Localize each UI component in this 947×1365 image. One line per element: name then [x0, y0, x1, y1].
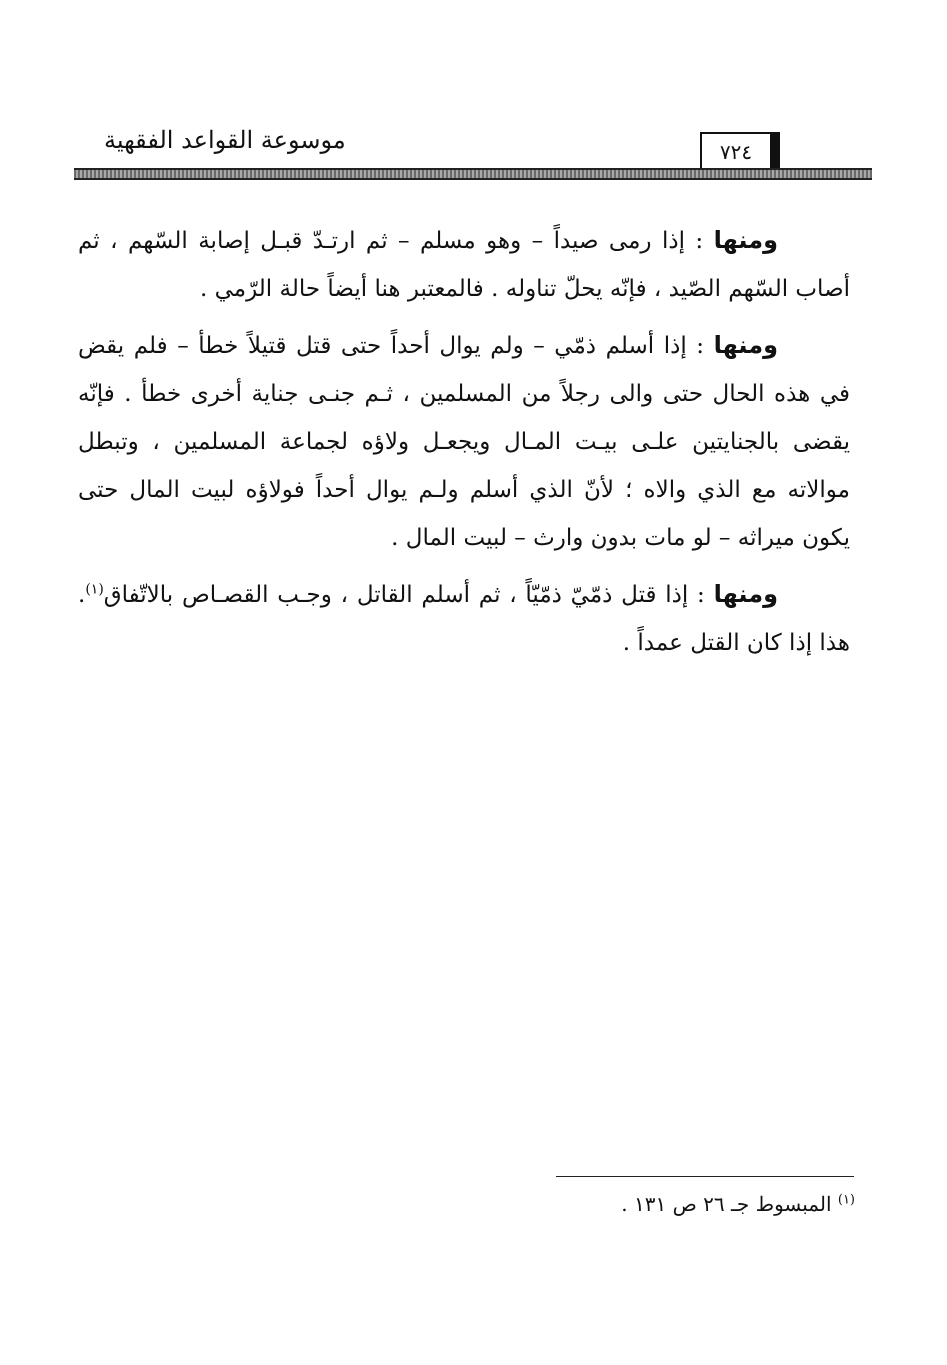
footnote	[621, 1192, 855, 1216]
header-divider	[74, 168, 872, 180]
footnote-text: المبسوط جـ ٢٦ ص ١٣١ .	[621, 1192, 838, 1216]
paragraph-2	[78, 321, 850, 562]
page-number: ٧٢٤	[700, 132, 780, 172]
footnote-marker: (١)	[837, 1192, 855, 1208]
paragraph-lead: ومنها	[713, 331, 778, 359]
footnote-reference: (١)	[85, 581, 104, 598]
book-title: موسوعة القواعد الفقهية	[104, 126, 346, 154]
paragraph-lead: ومنها	[713, 580, 778, 608]
paragraph-text: : إذا أسلم ذمّي – ولم يوال أحداً حتى قتل قتيلاً خطأ – فلم يقض في هذه الحال حتى والى رجلاً من المسلمين ، ثـم جنـى جناية أخرى خطأ . فإنّه يقضى بالجنايتين علـى بيـت المـال ويجعـل ولاؤه لجماعة المسلمين ، وتبطل موالاته مع الذي والاه ؛ لأنّ الذي أسلم ولـم يوال أحداً فولاؤه لبيت المال حتى يكون ميراثه – لو مات بدون وارث – لبيت المال .	[78, 333, 850, 551]
footnote-divider	[556, 1176, 854, 1177]
paragraph-1	[78, 216, 850, 313]
paragraph-text: : إذا رمى صيداً – وهو مسلم – ثم ارتـدّ قبـل إصابة السّهم ، ثم أصاب السّهم الصّيد ، فإنّه يحلّ تناوله . فالمعتبر هنا أيضاً حالة الرّمي .	[78, 228, 850, 302]
paragraph-text-after: . هذا إذا كان القتل عمداً .	[78, 582, 850, 656]
paragraph-3	[78, 570, 850, 667]
main-text	[78, 216, 850, 675]
page-header	[74, 118, 872, 180]
paragraph-lead: ومنها	[713, 226, 778, 254]
paragraph-text: : إذا قتل ذمّيّ ذمّيّاً ، ثم أسلم القاتل ، وجـب القصـاص بالاتّفاق	[103, 582, 714, 608]
